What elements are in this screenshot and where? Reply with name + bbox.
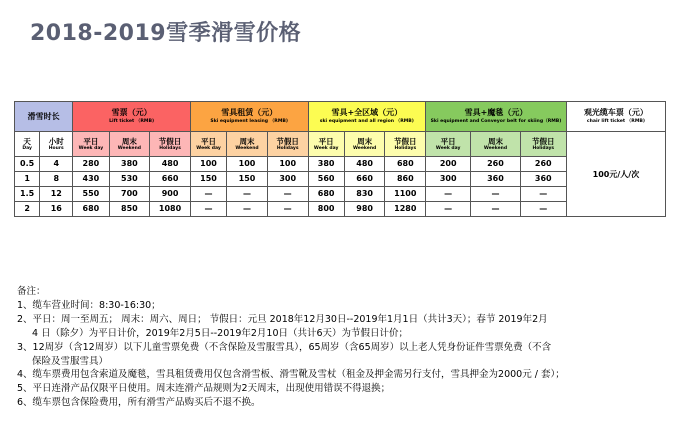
rent-holiday-header [267, 132, 308, 157]
lift-weekday-header [73, 132, 109, 157]
table-cell: 850 [109, 202, 150, 217]
note-line: 4 日（除夕）为平日计价，2019年2月5日--2019年2月10日（共计6天）为节假日计价； [32, 327, 409, 339]
note-line: 6、缆车票包含保险费用，所有滑雪产品购买后不退不换。 [17, 397, 261, 409]
page-title: 2018-2019雪季滑雪价格 [30, 21, 302, 46]
table-cell: 860 [385, 172, 426, 187]
price-table [14, 101, 666, 217]
header-label-cn: 雪具+全区域（元） [331, 108, 403, 117]
equipment-all-region-header [308, 102, 426, 132]
header-label-en: Ski equipment leasing （RMB) [210, 119, 288, 124]
header-label-cn: 节假日 [276, 136, 299, 146]
table-cell: 660 [150, 172, 191, 187]
table-cell: 2 [15, 202, 40, 217]
table-cell: 150 [190, 172, 226, 187]
table-cell: 550 [73, 187, 109, 202]
header-label-cn: 周末 [239, 136, 255, 146]
table-cell: 200 [426, 157, 471, 172]
header-label-en: chair lift ticket （RMB) [586, 119, 645, 124]
all-weekend-header [344, 132, 385, 157]
header-label-cn: 周末 [357, 136, 373, 146]
table-cell: 260 [520, 157, 566, 172]
table-cell: — [267, 187, 308, 202]
header-label-en: Week day [196, 145, 221, 151]
table-cell: 300 [267, 172, 308, 187]
table-cell: 980 [344, 202, 385, 217]
note-line: 3、12周岁（含12周岁）以下儿童雪票免费（不含保险及雪服雪具），65周岁（含65周岁）以上老人凭身份证件雪票免费（不含 [17, 341, 552, 353]
table-cell: 800 [308, 202, 344, 217]
table-cell: 300 [426, 172, 471, 187]
table-cell: 16 [40, 202, 73, 217]
table-cell: — [426, 187, 471, 202]
header-label-cn: 周末 [487, 136, 503, 146]
note-line: 1、缆车营业时间：8:30-16:30； [17, 299, 161, 311]
header-label-cn: 雪具+魔毯（元） [464, 108, 528, 117]
header-label-en: Week day [313, 145, 339, 151]
header-label-en: Lift ticket （RMB) [109, 119, 155, 124]
table-cell: 100 [227, 157, 268, 172]
header-label-en: Holidays [159, 145, 181, 151]
header-label-en: Holidays [276, 145, 299, 151]
table-cell: — [520, 187, 566, 202]
table-cell: — [426, 202, 471, 217]
hours-header [40, 132, 73, 157]
all-weekday-header [308, 132, 344, 157]
header-label-en: Weekend [235, 145, 259, 151]
header-label-en: Holidays [532, 145, 555, 151]
header-label-cn: 滑雪时长 [27, 111, 60, 121]
day-header [15, 132, 40, 157]
header-label-cn: 平日 [318, 136, 334, 146]
table-cell: 1 [15, 172, 40, 187]
table-cell: 560 [308, 172, 344, 187]
table-cell: 4 [40, 157, 73, 172]
table-cell: 380 [109, 157, 150, 172]
table-cell: 680 [73, 202, 109, 217]
table-cell: 260 [471, 157, 520, 172]
lift-ticket-header [73, 102, 191, 132]
table-cell: 1100 [385, 187, 426, 202]
table-cell: 100 [267, 157, 308, 172]
header-label-cn: 平日 [201, 136, 217, 146]
sub-header-row [15, 132, 666, 157]
table-cell: 680 [308, 187, 344, 202]
header-label-en: Holidays [394, 145, 417, 151]
note-line: 保险及雪服雪具） [32, 355, 109, 367]
header-label-cn: 节假日 [532, 136, 555, 146]
table-cell: 360 [471, 172, 520, 187]
header-label-en: Weekend [117, 145, 142, 151]
lift-holiday-header [150, 132, 191, 157]
table-cell: 430 [73, 172, 109, 187]
table-cell: 0.5 [15, 157, 40, 172]
table-cell: — [227, 202, 268, 217]
equipment-conveyor-header [426, 102, 567, 132]
header-label-en: Week day [435, 145, 461, 151]
table-cell: — [227, 187, 268, 202]
table-cell: — [471, 187, 520, 202]
header-label-cn: 周末 [121, 136, 137, 146]
header-label-cn: 天 [23, 136, 31, 146]
duration-header [15, 102, 73, 132]
header-label-cn: 雪具租赁（元） [221, 108, 278, 117]
header-label-en: Weekend [483, 145, 508, 151]
chair-lift-price: 100元/人/次 [566, 132, 665, 217]
table-cell: 530 [109, 172, 150, 187]
belt-weekday-header [426, 132, 471, 157]
header-label-en: Day [22, 145, 32, 151]
table-cell: 280 [73, 157, 109, 172]
header-label-cn: 雪票（元） [111, 108, 152, 117]
all-holiday-header [385, 132, 426, 157]
header-label-cn: 平日 [83, 136, 99, 146]
table-cell: 380 [308, 157, 344, 172]
notes-heading: 备注： [17, 286, 46, 297]
table-cell: — [471, 202, 520, 217]
note-line: 4、缆车票费用包含索道及魔毯，雪具租赁费用仅包含滑雪板、滑雪靴及雪杖（租金及押金需另行支付，雪具押金为2000元 / 套）； [17, 369, 565, 381]
chair-lift-header [566, 102, 665, 132]
rent-weekend-header [227, 132, 268, 157]
equipment-leasing-header [190, 102, 308, 132]
table-cell: 480 [150, 157, 191, 172]
table-cell: 8 [40, 172, 73, 187]
header-label-en: ski equipment and all region （RMB) [319, 119, 414, 124]
table-cell: 480 [344, 157, 385, 172]
table-cell: 1.5 [15, 187, 40, 202]
header-label-en: Ski equipment and Conveyor belt for skiing（RMB) [430, 119, 562, 124]
table-cell: 660 [344, 172, 385, 187]
table-cell: — [267, 202, 308, 217]
table-cell: 150 [227, 172, 268, 187]
rent-weekday-header [190, 132, 226, 157]
table-cell: 12 [40, 187, 73, 202]
table-cell: 680 [385, 157, 426, 172]
table-cell: 1280 [385, 202, 426, 217]
lift-weekend-header [109, 132, 150, 157]
note-line: 5、平日连滑产品仅限平日使用。周末连滑产品规则为2天周末，出现使用错误不得退换； [17, 383, 391, 395]
header-label-cn: 平日 [440, 136, 456, 146]
header-label-cn: 节假日 [394, 136, 417, 146]
header-label-en: Weekend [353, 145, 377, 151]
table-cell: 100 [190, 157, 226, 172]
table-cell: 700 [109, 187, 150, 202]
header-label-cn: 节假日 [158, 136, 182, 146]
header-label-cn: 小时 [48, 136, 64, 146]
header-label-cn: 观光缆车票（元） [583, 108, 648, 117]
belt-weekend-header [471, 132, 520, 157]
belt-holiday-header [520, 132, 566, 157]
table-cell: 360 [520, 172, 566, 187]
note-line: 2、平日：周一至周五； 周末：周六、周日； 节假日：元旦 2018年12月30日--2019年1月1日（共计3天）；春节 2019年2月 [17, 313, 548, 325]
table-cell: — [190, 187, 226, 202]
header-label-en: Week day [78, 145, 104, 151]
group-header-row [15, 102, 666, 132]
table-cell: — [190, 202, 226, 217]
table-cell: 900 [150, 187, 191, 202]
header-label-en: Hours [48, 145, 64, 151]
table-cell: 830 [344, 187, 385, 202]
table-cell: — [520, 202, 566, 217]
table-cell: 1080 [150, 202, 191, 217]
notes-section [17, 285, 672, 410]
